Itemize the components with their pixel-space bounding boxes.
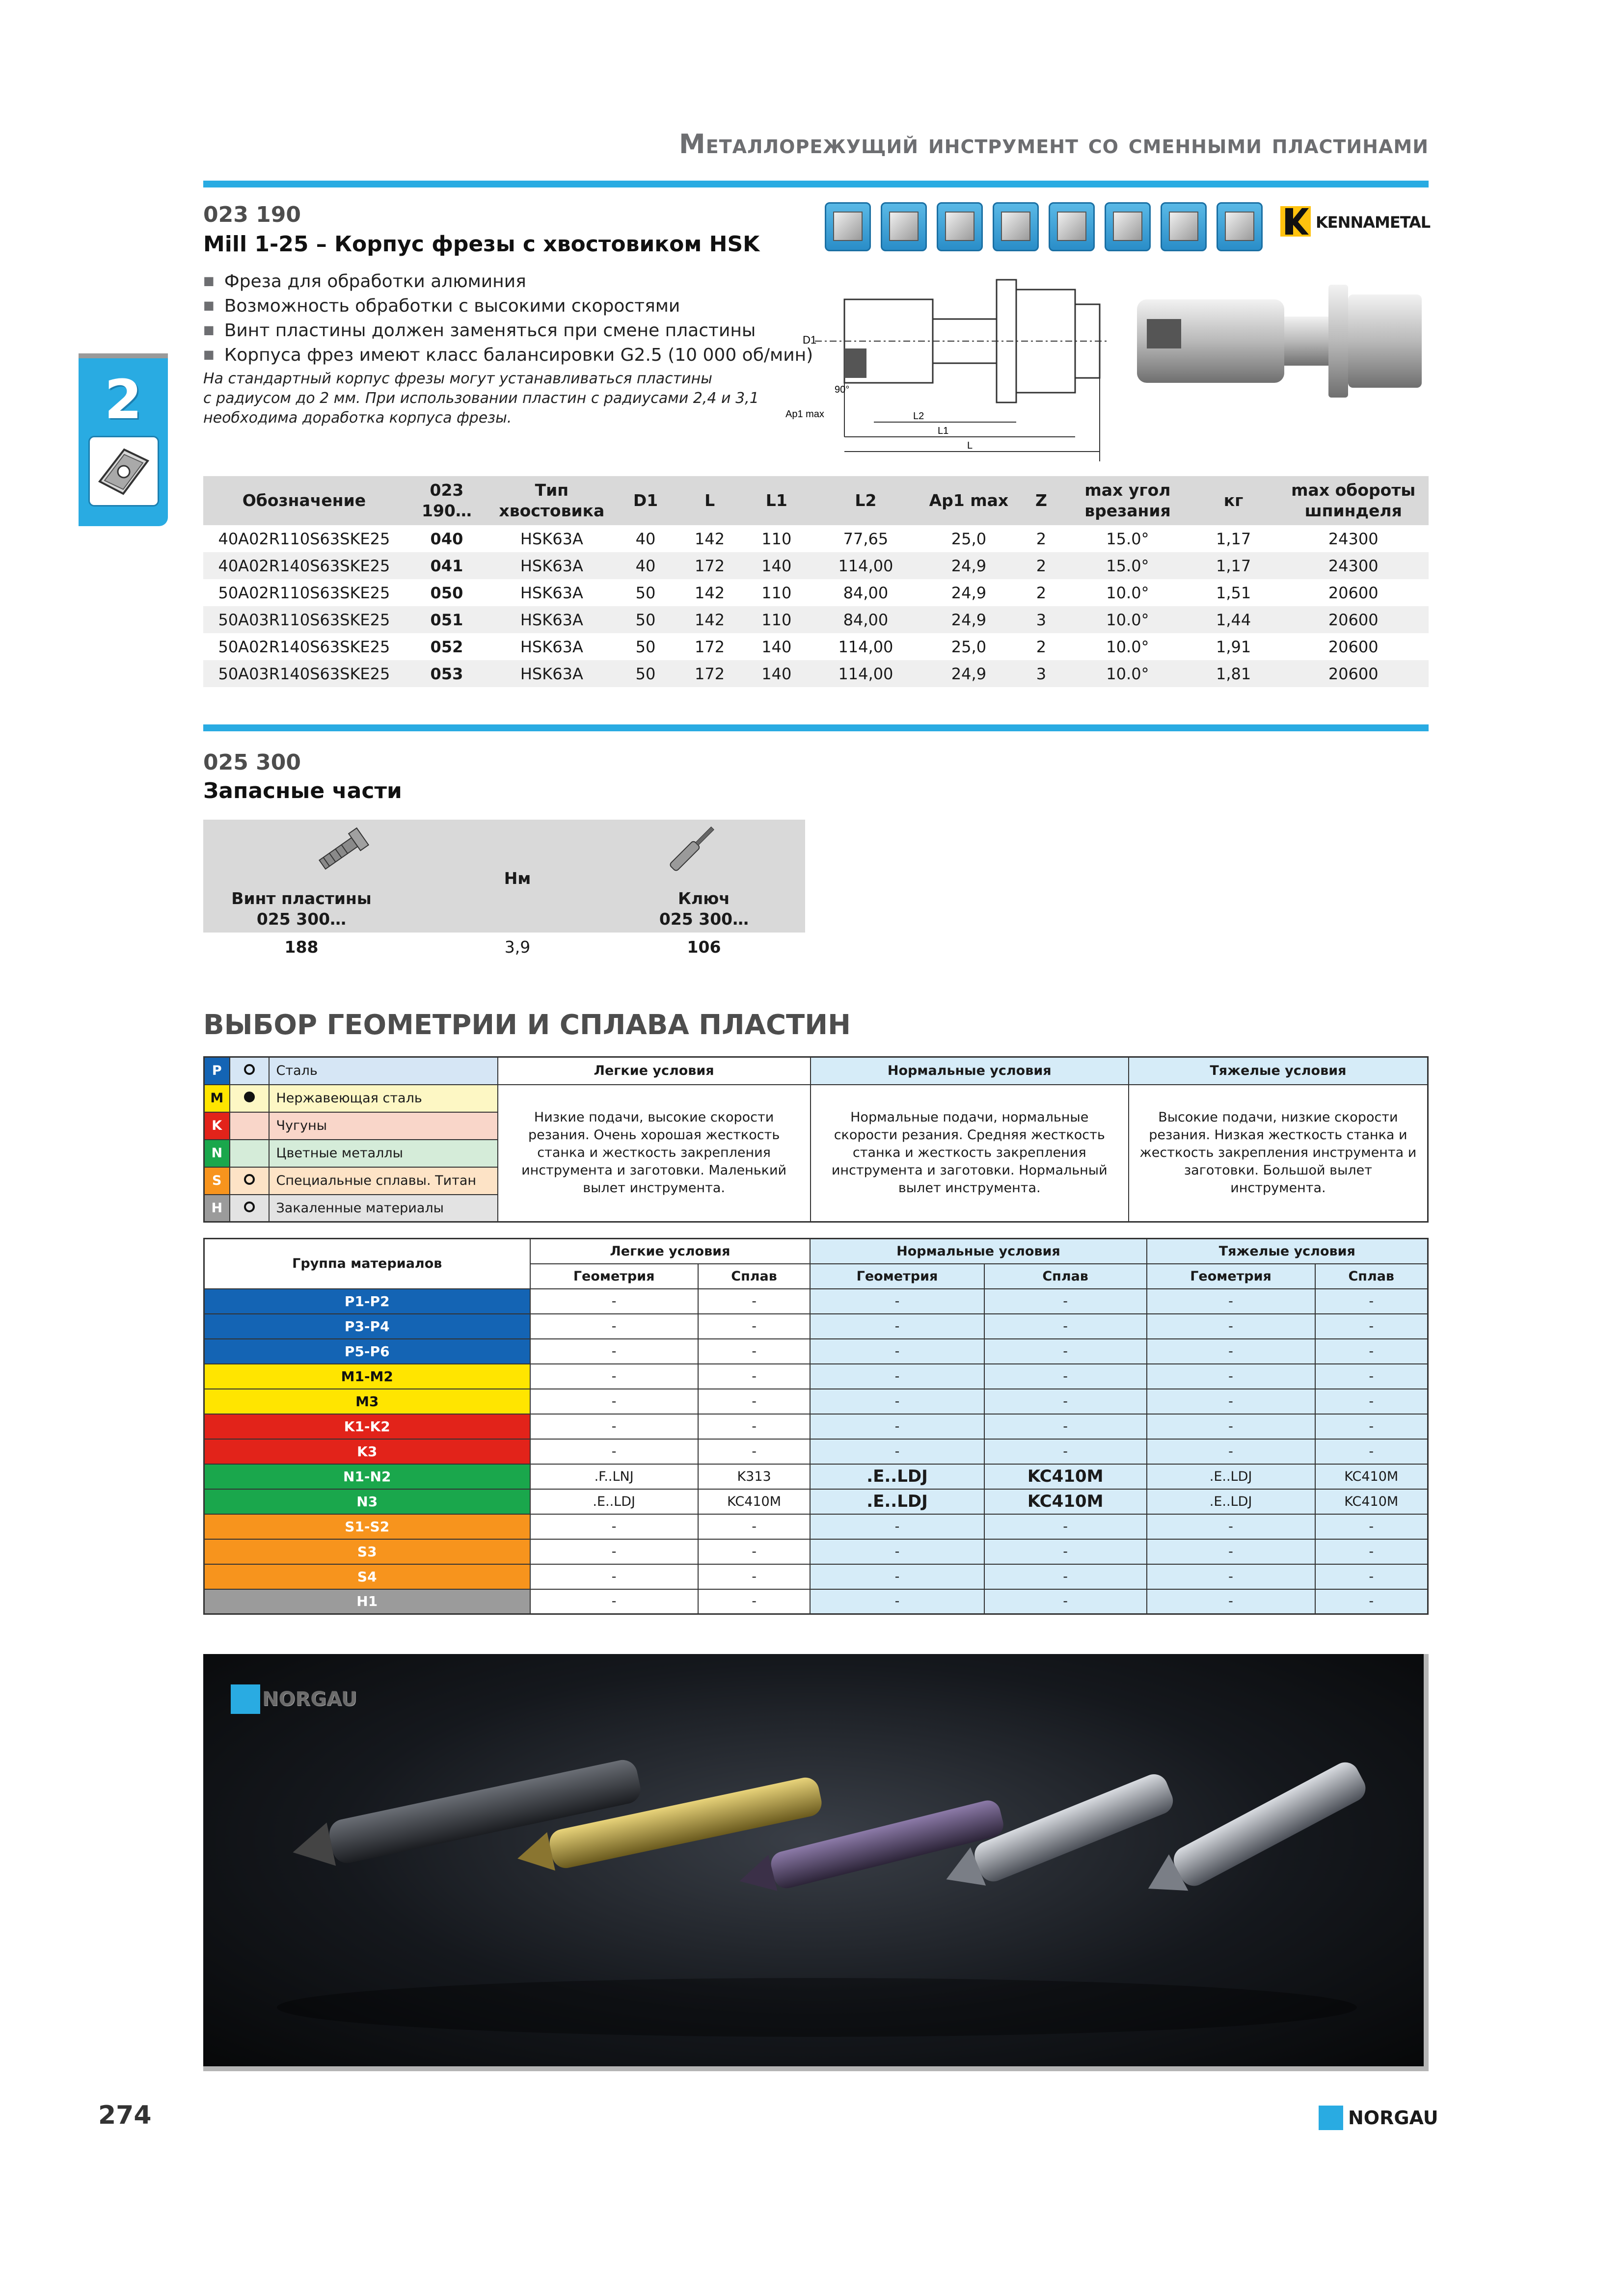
table-cell: 20600 (1328, 583, 1379, 602)
key-value: 106 (687, 937, 721, 957)
footer-logo-text: NORGAU (1348, 2107, 1438, 2129)
cond-header-heavy: Тяжелые условия (1147, 1239, 1428, 1264)
table-row (203, 552, 1429, 579)
alloy-cell: KC410M (984, 1464, 1147, 1489)
table-cell: 041 (405, 552, 488, 579)
table-cell: 50A03R140S63SKE25 (203, 660, 405, 687)
geometry-cell: - (1147, 1564, 1315, 1589)
material-group: P1-P2 (204, 1289, 530, 1314)
material-group: P5-P6 (204, 1339, 530, 1364)
alloy-cell: - (698, 1514, 810, 1539)
material-group: S3 (204, 1539, 530, 1564)
table-cell: HSK63A (488, 552, 615, 579)
material-dot (230, 1195, 269, 1222)
alloy-cell: - (984, 1339, 1147, 1364)
table-cell: 1,17 (1189, 552, 1278, 579)
kennametal-logo (1280, 203, 1431, 240)
open-circle-icon (244, 1201, 255, 1212)
cond-header-light: Легкие условия (530, 1239, 811, 1264)
alloy-cell: - (1315, 1514, 1428, 1539)
geometry-cell: - (1147, 1414, 1315, 1439)
material-group: H1 (204, 1589, 530, 1614)
alloy-cell: KC410M (1315, 1464, 1428, 1489)
table-cell: 140 (761, 637, 792, 656)
table-cell: 172 (676, 660, 743, 687)
alloy-header: Сплав (1315, 1264, 1428, 1289)
geometry-cell: - (530, 1389, 698, 1414)
table-cell: 040 (430, 529, 463, 548)
table-row (203, 525, 1429, 552)
table-cell: 24,9 (921, 606, 1016, 633)
cond-header-normal: Нормальные условия (810, 1239, 1146, 1264)
note-line: с радиусом до 2 мм. При использовании пластин с радиусами 2,4 и 3,1 (203, 390, 759, 407)
table-cell: HSK63A (488, 660, 615, 687)
table-cell: 20600 (1278, 606, 1429, 633)
dim-l: L (967, 440, 973, 451)
table-cell: 40A02R140S63SKE25 (203, 552, 405, 579)
geometry-cell: - (530, 1364, 698, 1389)
geometry-header: Геометрия (810, 1264, 984, 1289)
key-icon (660, 820, 724, 879)
alloy-cell: - (984, 1364, 1147, 1389)
alloy-cell: - (984, 1389, 1147, 1414)
table-cell: 50A02R140S63SKE25 (218, 637, 390, 656)
table-cell: 10.0° (1066, 660, 1189, 687)
material-name: Нержавеющая сталь (269, 1085, 498, 1112)
dim-ap1: Ap1 max (785, 409, 824, 420)
alloy-cell: - (984, 1564, 1147, 1589)
geometry-alloy-table (203, 1238, 1429, 1615)
table-cell: 10.0° (1066, 606, 1189, 633)
table-cell: 50 (615, 606, 676, 633)
section-rule (203, 724, 1429, 731)
table-row (204, 1539, 1428, 1564)
key-label: Ключ (678, 889, 730, 908)
table-cell: HSK63A (520, 637, 583, 656)
col-header: Обозначение (203, 476, 405, 525)
geometry-cell: - (810, 1364, 984, 1389)
geometry-cell: .F..LNJ (530, 1464, 698, 1489)
material-group: P3-P4 (204, 1314, 530, 1339)
condition-description: Высокие подачи, низкие скорости резания. Низкая жесткость станка и жесткость закрепления инструмента и заготовки. Большой вылет инструмента. (1129, 1085, 1428, 1222)
material-letter: S (204, 1167, 230, 1195)
material-group: K1-K2 (204, 1414, 530, 1439)
alloy-header: Сплав (984, 1264, 1147, 1289)
alloy-cell: - (1315, 1589, 1428, 1614)
geometry-cell: .E..LDJ (1147, 1464, 1315, 1489)
table-cell: 40 (635, 529, 656, 548)
col-header: кг (1189, 476, 1278, 525)
alloy-cell: - (984, 1514, 1147, 1539)
condition-description: Нормальные подачи, нормальные скорости резания. Средняя жесткость станка и жесткость закрепления инструмента и заготовки. Нормальный вылет инструмента. (811, 1085, 1129, 1222)
col-header: L (676, 476, 743, 525)
table-cell: 15.0° (1106, 529, 1149, 548)
photo-logo (231, 1684, 357, 1714)
geometry-cell: - (810, 1314, 984, 1339)
material-letter: H (204, 1195, 230, 1222)
chapter-number: 2 (104, 368, 142, 431)
torque-label: Нм (504, 869, 531, 888)
geometry-cell: - (530, 1539, 698, 1564)
table-cell: 114,00 (810, 552, 921, 579)
condition-description: Низкие подачи, высокие скорости резания. Очень хорошая жесткость станка и жесткость закрепления инструмента и заготовки. Маленький вылет инструмента. (498, 1085, 811, 1222)
screw-icon (303, 825, 377, 879)
table-row (204, 1464, 1428, 1489)
table-cell: 25,0 (951, 637, 987, 656)
col-header: L1 (743, 476, 810, 525)
table-cell: 052 (430, 637, 463, 656)
tool-drawing (785, 275, 1129, 466)
table-row (204, 1414, 1428, 1439)
table-cell: 25,0 (951, 529, 987, 548)
note-line: На стандартный корпус фрезы могут устанавливаться пластины (203, 370, 712, 387)
feature-item: ■ Корпуса фрез имеют класс балансировки G2.5 (10 000 об/мин) (203, 343, 813, 367)
geometry-cell: - (1147, 1539, 1315, 1564)
table-cell: 50 (615, 660, 676, 687)
feature-list (203, 269, 813, 367)
note-line: необходима доработка корпуса фрезы. (203, 409, 512, 427)
open-circle-icon (244, 1064, 255, 1075)
geometry-cell: - (810, 1389, 984, 1414)
shoulder-milling-icon (1049, 202, 1095, 251)
geometry-cell: - (810, 1289, 984, 1314)
alloy-header: Сплав (698, 1264, 810, 1289)
material-group: K3 (204, 1439, 530, 1464)
geometry-cell: .E..LDJ (810, 1489, 984, 1514)
table-row (204, 1289, 1428, 1314)
material-name: Специальные сплавы. Титан (269, 1167, 498, 1195)
geometry-header: Геометрия (1147, 1264, 1315, 1289)
material-dot (230, 1140, 269, 1167)
table-cell: 24,9 (921, 660, 1016, 687)
alloy-cell: - (698, 1314, 810, 1339)
alloy-cell: - (1315, 1364, 1428, 1389)
table-row (203, 633, 1429, 660)
table-row (203, 606, 1429, 633)
alloy-cell: - (698, 1289, 810, 1314)
dim-angle: 90° (835, 384, 850, 395)
material-name: Закаленные материалы (269, 1195, 498, 1222)
alloy-cell: - (984, 1289, 1147, 1314)
table-cell: 050 (430, 583, 463, 602)
table-cell: 84,00 (810, 606, 921, 633)
material-group: M3 (204, 1389, 530, 1414)
chapter-tab-stripe (79, 353, 168, 358)
table-cell: 24,9 (951, 583, 987, 602)
table-cell: 2 (1036, 637, 1047, 656)
page-number: 274 (98, 2101, 152, 2130)
geometry-cell: - (810, 1514, 984, 1539)
col-header: D1 (615, 476, 676, 525)
table-cell: 3 (1016, 660, 1066, 687)
col-header: L2 (810, 476, 921, 525)
table-cell: 10.0° (1106, 583, 1149, 602)
table-row (204, 1389, 1428, 1414)
table-cell: 2 (1036, 529, 1047, 548)
alloy-cell: - (698, 1389, 810, 1414)
drills-photo (203, 1654, 1429, 2071)
alloy-cell: - (1315, 1439, 1428, 1464)
alloy-cell: K313 (698, 1464, 810, 1489)
slotting-icon (881, 202, 927, 251)
table-cell: 84,00 (843, 583, 889, 602)
open-circle-icon (244, 1174, 255, 1185)
geometry-cell: .E..LDJ (810, 1464, 984, 1489)
table-cell: 140 (743, 552, 810, 579)
table-row (203, 579, 1429, 606)
dim-d1: D1 (803, 334, 817, 346)
geometry-cell: - (1147, 1314, 1315, 1339)
table-cell: 40 (615, 552, 676, 579)
geometry-cell: .E..LDJ (530, 1489, 698, 1514)
geometry-cell: - (1147, 1289, 1315, 1314)
screw-code: 025 300… (256, 909, 347, 929)
pocket-milling-icon (937, 202, 983, 251)
photo-logo-text: NORGAU (262, 1688, 357, 1710)
alloy-cell: - (984, 1439, 1147, 1464)
geometry-cell: - (1147, 1389, 1315, 1414)
alloy-cell: - (1315, 1564, 1428, 1589)
material-group: S4 (204, 1564, 530, 1589)
table-cell: 172 (676, 552, 743, 579)
table-cell: 24300 (1278, 552, 1429, 579)
material-group: N1-N2 (204, 1464, 530, 1489)
alloy-cell: - (1315, 1539, 1428, 1564)
geometry-cell: - (1147, 1439, 1315, 1464)
chapter-tab[interactable] (79, 353, 168, 526)
alloy-cell: - (698, 1339, 810, 1364)
alloy-cell: KC410M (698, 1489, 810, 1514)
alloy-cell: - (984, 1539, 1147, 1564)
material-dot (230, 1057, 269, 1085)
dim-l1: L1 (938, 426, 949, 436)
alloy-cell: - (1315, 1389, 1428, 1414)
table-cell: 10.0° (1106, 637, 1149, 656)
geometry-cell: - (530, 1414, 698, 1439)
table-row (204, 1514, 1428, 1539)
product-note (203, 369, 759, 428)
material-name: Цветные металлы (269, 1140, 498, 1167)
table-cell: HSK63A (520, 529, 583, 548)
table-cell: 110 (761, 529, 792, 548)
feature-item: ■ Возможность обработки с высокими скоростями (203, 294, 813, 318)
group-header: Группа материалов (204, 1239, 530, 1289)
alloy-cell: - (984, 1589, 1147, 1614)
table-row (204, 1564, 1428, 1589)
table-cell: 110 (761, 583, 792, 602)
material-dot (230, 1167, 269, 1195)
material-letter: M (204, 1085, 230, 1112)
product-code: 023 190 (203, 202, 301, 227)
condition-header: Тяжелые условия (1129, 1057, 1428, 1085)
table-row (204, 1439, 1428, 1464)
alloy-cell: - (1315, 1289, 1428, 1314)
coolant-icon (1161, 202, 1207, 251)
face-milling-icon (825, 202, 871, 251)
alloy-cell: - (698, 1539, 810, 1564)
plunge-milling-icon (993, 202, 1039, 251)
geometry-cell: - (1147, 1339, 1315, 1364)
geometry-cell: - (810, 1564, 984, 1589)
filled-circle-icon (244, 1092, 255, 1102)
ramping-icon (1105, 202, 1151, 251)
material-letter: N (204, 1140, 230, 1167)
table-row (204, 1314, 1428, 1339)
alloy-cell: - (984, 1414, 1147, 1439)
geometry-cell: - (530, 1514, 698, 1539)
key-code: 025 300… (659, 909, 749, 929)
alloy-cell: - (698, 1439, 810, 1464)
table-cell: 140 (743, 660, 810, 687)
table-row (204, 1589, 1428, 1614)
table-cell: 051 (405, 606, 488, 633)
alloy-cell: KC410M (1315, 1489, 1428, 1514)
material-letter: K (204, 1112, 230, 1140)
table-cell: 20600 (1328, 637, 1379, 656)
brand-name: KENNAMETAL (1316, 213, 1431, 232)
material-name: Сталь (269, 1057, 498, 1085)
table-cell: 1,91 (1216, 637, 1251, 656)
table-cell: 1,51 (1216, 583, 1251, 602)
table-cell: 24300 (1328, 529, 1379, 548)
spare-code: 025 300 (203, 750, 301, 775)
table-cell: 50 (635, 637, 656, 656)
table-cell: 20600 (1278, 660, 1429, 687)
material-group: S1-S2 (204, 1514, 530, 1539)
dim-l2: L2 (913, 411, 924, 422)
table-cell: 114,00 (838, 637, 893, 656)
alloy-cell: - (1315, 1314, 1428, 1339)
table-cell: 053 (405, 660, 488, 687)
table-cell: 2 (1016, 552, 1066, 579)
table-cell: 172 (695, 637, 725, 656)
table-cell: 77,65 (843, 529, 889, 548)
table-cell: HSK63A (488, 606, 615, 633)
feature-item: ■ Фреза для обработки алюминия (203, 269, 813, 294)
col-header: Тип хвостовика (488, 476, 615, 525)
table-cell: 15.0° (1066, 552, 1189, 579)
table-cell: 1,44 (1189, 606, 1278, 633)
table-cell: 24,9 (921, 552, 1016, 579)
hsk-shank-icon (1217, 202, 1263, 251)
table-cell: 142 (695, 583, 725, 602)
geometry-cell: - (1147, 1514, 1315, 1539)
table-cell: 142 (676, 606, 743, 633)
alloy-cell: - (698, 1589, 810, 1614)
table-cell: 110 (743, 606, 810, 633)
geometry-cell: - (530, 1589, 698, 1614)
alloy-cell: KC410M (984, 1489, 1147, 1514)
footer-logo (1319, 2106, 1438, 2130)
geometry-cell: - (530, 1439, 698, 1464)
table-row (204, 1339, 1428, 1364)
spare-title: Запасные части (203, 778, 402, 803)
table-cell: 2 (1036, 583, 1047, 602)
material-conditions-table (203, 1056, 1429, 1223)
geometry-cell: - (810, 1539, 984, 1564)
material-row (204, 1085, 1428, 1112)
alloy-cell: - (1315, 1414, 1428, 1439)
table-row (204, 1489, 1428, 1514)
spare-parts-table (203, 820, 805, 960)
selection-heading: ВЫБОР ГЕОМЕТРИИ И СПЛАВА ПЛАСТИН (203, 1009, 851, 1041)
geometry-cell: - (530, 1339, 698, 1364)
table-cell: HSK63A (520, 583, 583, 602)
tool-photo (1132, 275, 1427, 407)
geometry-cell: - (1147, 1364, 1315, 1389)
geometry-cell: - (530, 1289, 698, 1314)
geometry-cell: - (810, 1589, 984, 1614)
table-cell: 114,00 (810, 660, 921, 687)
geometry-cell: .E..LDJ (1147, 1489, 1315, 1514)
header-rule (203, 181, 1429, 187)
geometry-header: Геометрия (530, 1264, 698, 1289)
feature-item: ■ Винт пластины должен заменяться при смене пластины (203, 318, 813, 343)
col-header: max обороты шпинделя (1278, 476, 1429, 525)
screw-label: Винт пластины (231, 889, 372, 908)
table-cell: 1,17 (1216, 529, 1251, 548)
geometry-cell: - (810, 1439, 984, 1464)
condition-header: Нормальные условия (811, 1057, 1129, 1085)
geometry-cell: - (530, 1564, 698, 1589)
screw-value: 188 (284, 937, 319, 957)
page-header-title: Металлорежущий инструмент со сменными пластинами (679, 129, 1429, 160)
alloy-cell: - (1315, 1339, 1428, 1364)
col-header: max угол врезания (1066, 476, 1189, 525)
col-header: 023 190… (405, 476, 488, 525)
table-cell: 3 (1016, 606, 1066, 633)
geometry-cell: - (810, 1414, 984, 1439)
geometry-cell: - (530, 1314, 698, 1339)
geometry-cell: - (810, 1339, 984, 1364)
table-cell: 50 (635, 583, 656, 602)
table-cell: 50A03R110S63SKE25 (203, 606, 405, 633)
insert-icon (88, 436, 159, 507)
material-dot (230, 1085, 269, 1112)
col-header: Ap1 max (921, 476, 1016, 525)
material-letter: P (204, 1057, 230, 1085)
material-name: Чугуны (269, 1112, 498, 1140)
table-cell: 1,81 (1189, 660, 1278, 687)
alloy-cell: - (698, 1414, 810, 1439)
table-row (203, 660, 1429, 687)
material-group: N3 (204, 1489, 530, 1514)
alloy-cell: - (698, 1364, 810, 1389)
condition-header: Легкие условия (498, 1057, 811, 1085)
geometry-cell: - (1147, 1589, 1315, 1614)
material-group: M1-M2 (204, 1364, 530, 1389)
table-row (204, 1364, 1428, 1389)
table-cell: 50A02R110S63SKE25 (218, 583, 390, 602)
table-cell: 142 (695, 529, 725, 548)
alloy-cell: - (984, 1314, 1147, 1339)
material-dot (230, 1112, 269, 1140)
torque-value: 3,9 (504, 937, 531, 957)
product-title: Mill 1-25 – Корпус фрезы с хвостовиком HSK (203, 232, 760, 257)
col-header: Z (1016, 476, 1066, 525)
table-cell: 40A02R110S63SKE25 (218, 529, 390, 548)
material-row (204, 1057, 1428, 1085)
alloy-cell: - (698, 1564, 810, 1589)
product-table (203, 476, 1429, 687)
